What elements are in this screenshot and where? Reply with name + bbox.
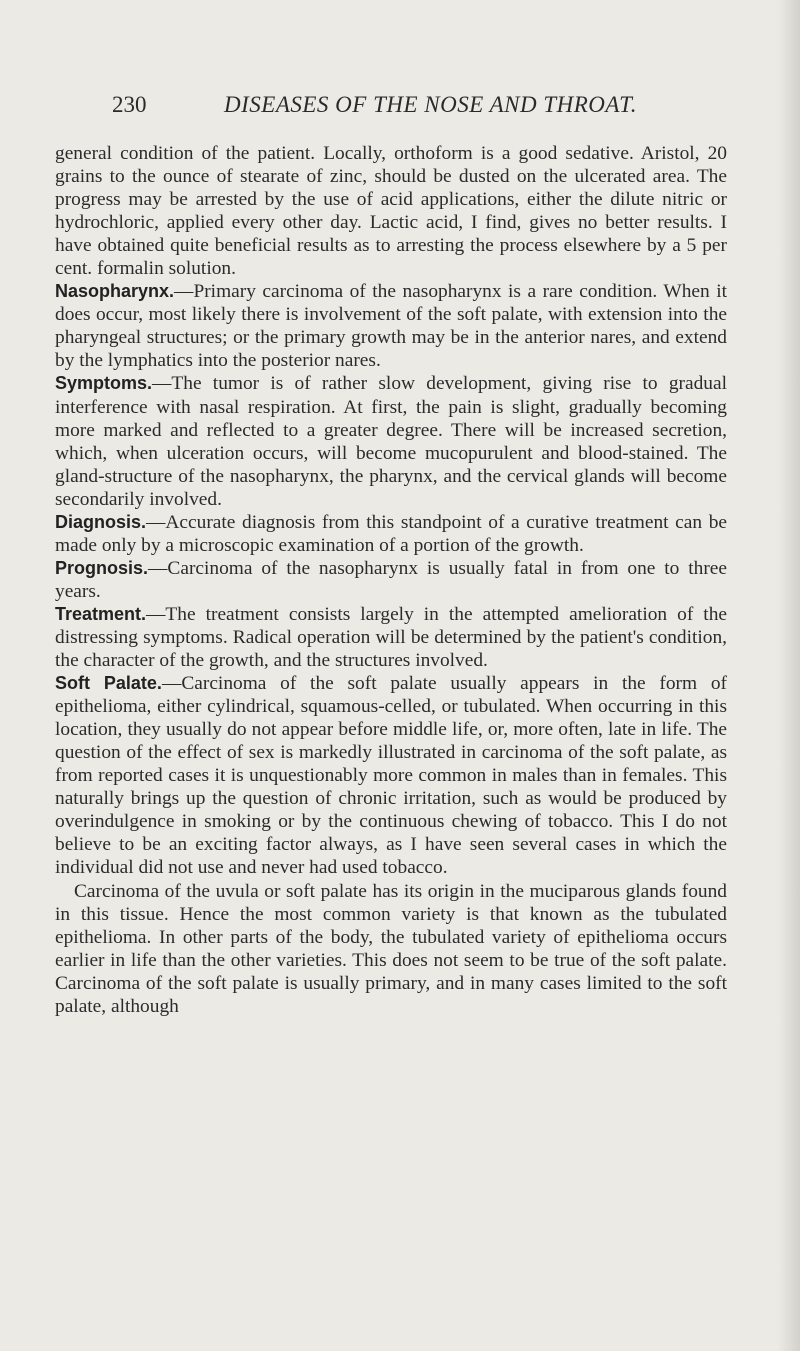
paragraph-text: —Primary carcinoma of the nasopharynx is a rare condition. When it does occur, most likely there is involvement of the soft palate, with extension into the pharyngeal structures; or the primary growth may be in the anterior nares, and extend by the lymphatics into the posterior nares. xyxy=(55,281,727,372)
paragraph-symptoms xyxy=(55,372,727,510)
paragraph-soft-palate xyxy=(55,672,727,879)
section-heading-prognosis: Prognosis. xyxy=(55,557,149,578)
section-heading-symptoms: Symptoms. xyxy=(55,373,153,394)
paragraph-text: Carcinoma of the uvula or soft palate has its origin in the muciparous glands found in this tissue. Hence the most common variety is that known as the tubulated epithelioma. In other parts of the body, the tubulated variety of epithelioma occurs earlier in life than the other varieties. This does not seem to be true of the soft palate. Carcinoma of the soft palate is usually primary, and in many cases limited to the soft palate, although xyxy=(55,880,727,1017)
paragraph-text: —Carcinoma of the nasopharynx is usually fatal in from one to three years. xyxy=(55,557,727,602)
section-heading-diagnosis: Diagnosis. xyxy=(55,511,147,532)
page-edge-shadow xyxy=(778,0,800,1351)
running-header xyxy=(112,92,712,122)
paragraph-text: —Carcinoma of the soft palate usually appears in the form of epithelioma, either cylindrical, squamous-celled, or tubulated. When occurring in this location, they usually do not appear before middle life, or, more often, late in life. The question of the effect of sex is markedly illustrated in carcinoma of the soft palate, as from reported cases it is unquestionably more common in males than in females. This naturally brings up the question of chronic irritation, such as would be produced by overindulgence in smoking or by the continuous chewing of tobacco. This I do not believe to be an exciting factor always, as I have seen several cases in which the individual did not use and never had used tobacco. xyxy=(55,673,727,879)
paragraph-text: —Accurate diagnosis from this standpoint of a curative treatment can be made only by a microscopic examination of a portion of the growth. xyxy=(55,511,727,556)
section-heading-soft-palate: Soft Palate. xyxy=(55,673,162,694)
paragraph-text: —The treatment consists largely in the attempted amelioration of the distressing symptoms. Radical operation will be determined by the patient's condition, the character of the growth, and the structures involved. xyxy=(55,603,727,672)
paragraph-uvula xyxy=(55,880,727,1018)
section-heading-treatment: Treatment. xyxy=(55,603,147,624)
paragraph-prognosis xyxy=(55,557,727,603)
page-number: 230 xyxy=(112,92,147,117)
paragraph-diagnosis xyxy=(55,511,727,557)
paragraph-nasopharynx xyxy=(55,280,727,372)
running-title: DISEASES OF THE NOSE AND THROAT. xyxy=(224,92,637,117)
paragraph-text: —The tumor is of rather slow development, giving rise to gradual interference with nasal respiration. At first, the pain is slight, gradually becoming more marked and reflected to a greater degree. There will be increased secretion, which, when ulceration occurs, will become mucopurulent and blood-stained. The gland-structure of the nasopharynx, the pharynx, and the cervical glands will become secondarily involved. xyxy=(55,373,727,510)
body-text xyxy=(55,142,727,1018)
paragraph-text: general condition of the patient. Locally, orthoform is a good sedative. Aristol, 20 grains to the ounce of stearate of zinc, should be dusted on the ulcerated area. The progress may be arrested by the use of acid applications, either the dilute nitric or hydrochloric, applied every other day. Lactic acid, I find, gives no better results. I have obtained quite beneficial results as to arresting the process elsewhere by a 5 per cent. formalin solution. xyxy=(55,143,727,280)
section-heading-nasopharynx: Nasopharynx. xyxy=(55,281,175,302)
paragraph-general-condition xyxy=(55,142,727,280)
paragraph-treatment xyxy=(55,603,727,672)
